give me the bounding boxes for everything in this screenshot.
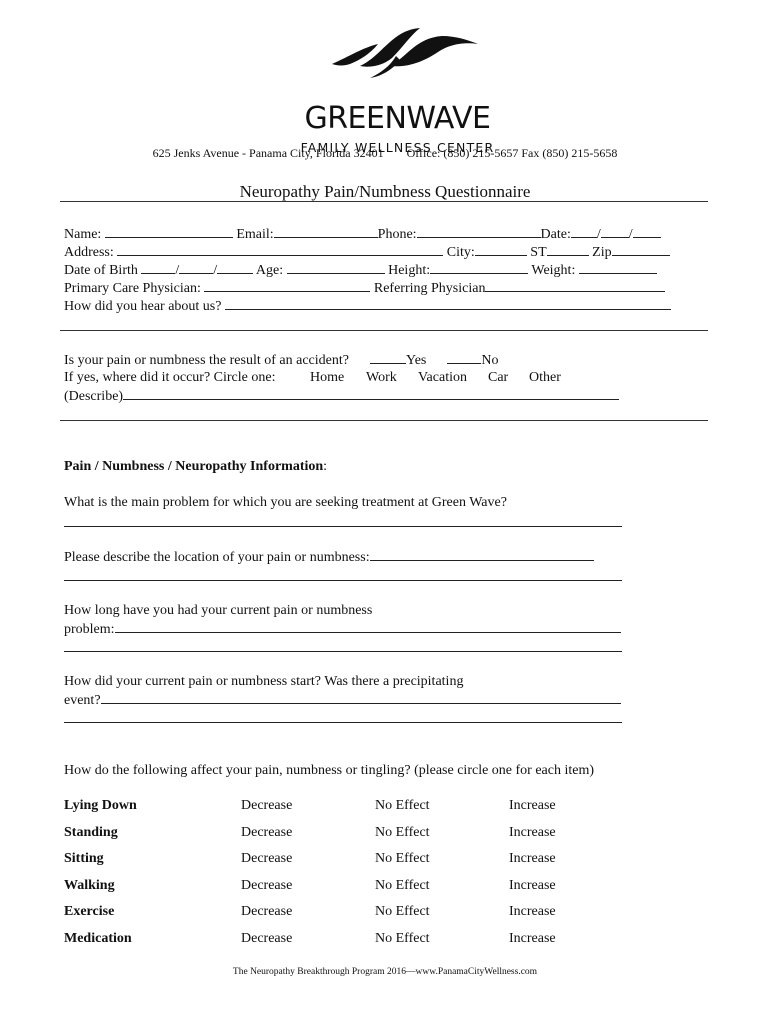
phone-field[interactable] xyxy=(417,225,541,238)
date-month-field[interactable] xyxy=(571,225,597,238)
accident-no-label: No xyxy=(481,353,499,368)
effect-row xyxy=(64,824,664,842)
section-colon: : xyxy=(323,459,328,474)
accident-where-label: If yes, where did it occur? Circle one: xyxy=(64,370,276,385)
effect-decrease[interactable]: Decrease xyxy=(241,904,293,919)
age-field[interactable] xyxy=(287,261,385,274)
wave-logo-icon xyxy=(330,26,480,96)
describe-field[interactable] xyxy=(123,387,619,400)
clinic-address: 625 Jenks Avenue - Panama City, Florida 32401 xyxy=(152,146,384,160)
row-accident-describe xyxy=(64,387,619,405)
effect-decrease[interactable]: Decrease xyxy=(241,798,293,813)
form-title: Neuropathy Pain/Numbness Questionnaire xyxy=(239,182,531,201)
hear-field[interactable] xyxy=(225,297,671,310)
hear-label: How did you hear about us? xyxy=(64,299,222,314)
effect-increase[interactable]: Increase xyxy=(509,904,556,919)
question-onset: How did your current pain or numbness start? Was there a precipitating xyxy=(64,674,464,689)
address-label: Address: xyxy=(64,245,114,260)
name-label: Name: xyxy=(64,227,102,242)
location-field[interactable] xyxy=(370,548,594,561)
question-onset-label: event? xyxy=(64,693,101,708)
dob-year-field[interactable] xyxy=(217,261,253,274)
row-referral-source xyxy=(64,297,671,315)
zip-label: Zip xyxy=(592,245,612,260)
dob-month-field[interactable] xyxy=(141,261,175,274)
accident-no-field[interactable] xyxy=(447,351,481,364)
effect-increase[interactable]: Increase xyxy=(509,931,556,946)
city-label: City: xyxy=(446,245,475,260)
question-location-label: Please describe the location of your pain or numbness: xyxy=(64,550,370,565)
pcp-label: Primary Care Physician: xyxy=(64,281,201,296)
pcp-field[interactable] xyxy=(204,279,370,292)
effect-item: Sitting xyxy=(64,851,104,866)
describe-label: (Describe) xyxy=(64,389,124,404)
effect-item: Walking xyxy=(64,878,115,893)
duration-field[interactable] xyxy=(115,620,621,633)
effect-decrease[interactable]: Decrease xyxy=(241,878,293,893)
accident-question: Is your pain or numbness the result of an accident? xyxy=(64,353,349,368)
row-accident-question xyxy=(64,351,498,369)
effect-row xyxy=(64,930,664,948)
question-location xyxy=(64,548,594,566)
effect-row xyxy=(64,877,664,895)
question-onset-cont xyxy=(64,691,621,709)
effect-row xyxy=(64,903,664,921)
effect-item: Standing xyxy=(64,825,118,840)
referring-label: Referring Physician xyxy=(373,281,486,296)
date-day-field[interactable] xyxy=(601,225,629,238)
effect-row xyxy=(64,797,664,815)
effect-decrease[interactable]: Decrease xyxy=(241,825,293,840)
weight-label: Weight: xyxy=(531,263,576,278)
state-label: ST xyxy=(530,245,547,260)
option-vacation[interactable]: Vacation xyxy=(418,370,467,385)
row-dob-age-height-weight: Date of Birth / / Age: Height: Weight: xyxy=(64,261,657,279)
height-label: Height: xyxy=(388,263,431,278)
email-label: Email: xyxy=(236,227,274,242)
date-label: Date: xyxy=(540,227,571,242)
option-car[interactable]: Car xyxy=(488,370,509,385)
option-other[interactable]: Other xyxy=(529,370,561,385)
effect-increase[interactable]: Increase xyxy=(509,878,556,893)
option-work[interactable]: Work xyxy=(366,370,397,385)
question-duration-label: problem: xyxy=(64,622,115,637)
effect-no-effect[interactable]: No Effect xyxy=(375,825,430,840)
row-name-email-phone-date: Name: Email: Phone: Date: / / xyxy=(64,225,661,243)
effect-increase[interactable]: Increase xyxy=(509,798,556,813)
effect-row xyxy=(64,850,664,868)
brand-tagline: FAMILY WELLNESS CENTER xyxy=(300,140,495,155)
date-year-field[interactable] xyxy=(633,225,661,238)
effect-no-effect[interactable]: No Effect xyxy=(375,798,430,813)
effect-increase[interactable]: Increase xyxy=(509,825,556,840)
divider xyxy=(60,201,708,202)
referring-field[interactable] xyxy=(485,279,665,292)
accident-yes-label: Yes xyxy=(405,353,427,368)
answer-line[interactable] xyxy=(64,651,622,652)
question-effects: How do the following affect your pain, numbness or tingling? (please circle one for each item) xyxy=(64,763,595,778)
clinic-address-line xyxy=(0,146,770,160)
name-field[interactable] xyxy=(105,225,233,238)
divider xyxy=(60,420,708,421)
answer-line[interactable] xyxy=(64,722,622,723)
phone-label: Phone: xyxy=(377,227,417,242)
row-address xyxy=(64,243,670,261)
row-accident-location xyxy=(64,369,561,386)
page-footer: The Neuropathy Breakthrough Program 2016—www.PanamaCityWellness.com xyxy=(232,967,538,977)
accident-yes-field[interactable] xyxy=(370,351,406,364)
height-field[interactable] xyxy=(430,261,528,274)
city-field[interactable] xyxy=(475,243,527,256)
answer-line[interactable] xyxy=(64,526,622,527)
section-title: Pain / Numbness / Neuropathy Information xyxy=(64,459,324,474)
clinic-contact: Office: (850) 215-5657 Fax (850) 215-5658 xyxy=(406,146,618,160)
effect-no-effect[interactable]: No Effect xyxy=(375,931,430,946)
option-home[interactable]: Home xyxy=(310,370,345,385)
effect-decrease[interactable]: Decrease xyxy=(241,851,293,866)
dob-day-field[interactable] xyxy=(179,261,213,274)
weight-field[interactable] xyxy=(579,261,657,274)
section-heading xyxy=(64,458,327,475)
effect-item: Medication xyxy=(64,931,132,946)
question-main-problem: What is the main problem for which you are seeking treatment at Green Wave? xyxy=(64,495,507,510)
question-duration-cont xyxy=(64,620,621,638)
answer-line[interactable] xyxy=(64,580,622,581)
zip-field[interactable] xyxy=(612,243,670,256)
effect-item: Exercise xyxy=(64,904,115,919)
dob-label: Date of Birth xyxy=(64,263,138,278)
onset-field[interactable] xyxy=(101,691,621,704)
effect-no-effect[interactable]: No Effect xyxy=(375,851,430,866)
age-label: Age: xyxy=(255,263,284,278)
state-field[interactable] xyxy=(547,243,589,256)
greenwave-logo xyxy=(290,26,505,155)
divider xyxy=(60,330,708,331)
effect-increase[interactable]: Increase xyxy=(509,851,556,866)
effect-decrease[interactable]: Decrease xyxy=(241,931,293,946)
question-duration: How long have you had your current pain or numbness xyxy=(64,603,373,618)
email-field[interactable] xyxy=(274,225,378,238)
effect-no-effect[interactable]: No Effect xyxy=(375,904,430,919)
row-physicians xyxy=(64,279,665,297)
address-field[interactable] xyxy=(117,243,443,256)
effect-no-effect[interactable]: No Effect xyxy=(375,878,430,893)
brand-name: GREENWAVE xyxy=(304,101,491,136)
effect-item: Lying Down xyxy=(64,798,137,813)
